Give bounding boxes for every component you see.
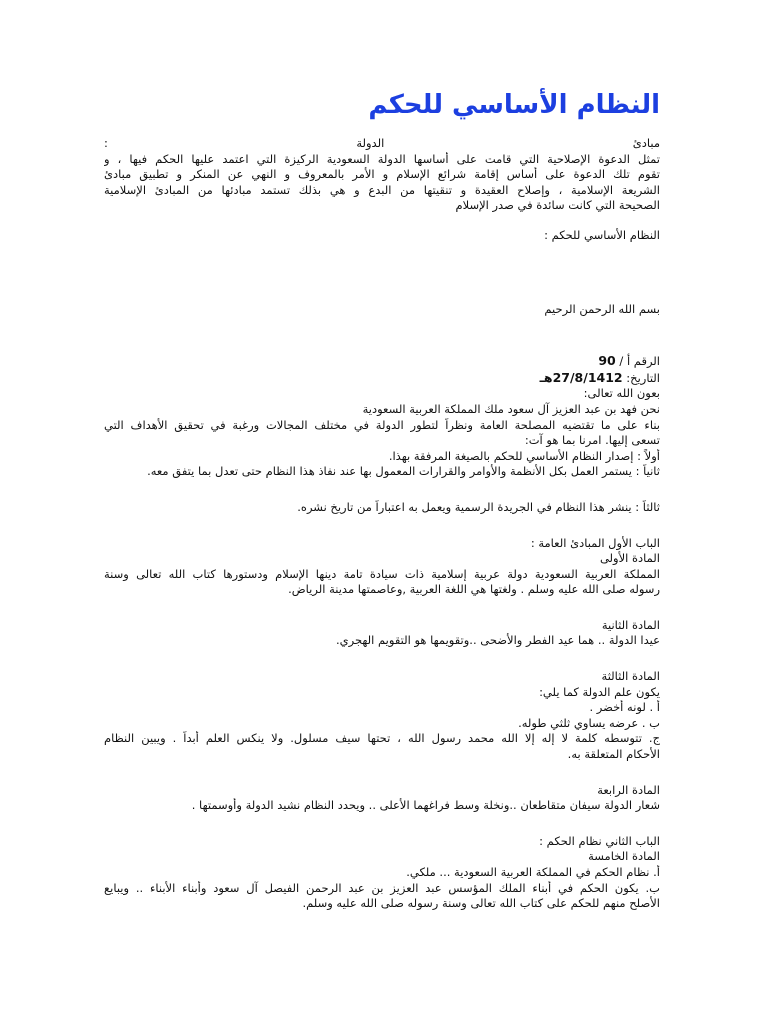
principles-heading: مبادئ الدولة : — [104, 136, 660, 150]
article-one-line: رسوله صلى الله عليه وسلم . ولغتها هي اللغة العربية ,وعاصمتها مدينة الرياض. — [288, 582, 660, 597]
principles-line: الصحيحة التي كانت سائدة في صدر الإسلام — [455, 198, 660, 213]
decree-date — [104, 370, 660, 387]
article-three — [104, 669, 660, 763]
article-five-heading: المادة الخامسة — [588, 849, 660, 864]
principles-line: تمثل الدعوة الإصلاحية التي قامت على أساسها الدولة السعودية الركيزة التي اعتمد عليها الحكم فيها ، و — [104, 151, 660, 166]
basmala-block — [104, 302, 660, 318]
article-three-intro: يكون علم الدولة كما يلي: — [539, 684, 660, 699]
decree-king: نحن فهد بن عبد العزيز آل سعود ملك المملكة العربية السعودية — [362, 401, 660, 416]
article-three-item: ب . عرضه يساوي ثلثي طوله. — [518, 715, 660, 730]
article-five-item: أ. نظام الحكم في المملكة العربية السعودية ... ملكي. — [406, 865, 660, 879]
article-two-text: عيدا الدولة .. هما عيد الفطر والأضحى ..وتقويمها هو التقويم الهجري. — [335, 633, 660, 648]
decree-date-value: 27/8/1412 — [552, 369, 623, 385]
decree-date-suffix: هـ — [539, 369, 553, 385]
article-three-item: ج. تتوسطه كلمة لا إله إلا الله محمد رسول الله ، تحتها سيف مسلول. ولا ينكس العلم أبداً . ويبين النظام — [104, 731, 660, 746]
article-four-text: شعار الدولة سيفان متقاطعان ..ونخلة وسط فراغهما الأعلى .. ويحدد النظام نشيد الدولة وأوسمتها . — [191, 798, 660, 813]
article-one-line: المملكة العربية السعودية دولة عربية إسلامية ذات سيادة تامة دينها الإسلام ودستورها كتاب الله تعالى وسنة — [104, 566, 660, 581]
decree-preamble-line: بناء على ما تقتضيه المصلحة العامة ونظراً لتطور الدولة في مختلف المجالات ورغبة في تحقيق الأهداف التي — [104, 417, 660, 432]
decree-section — [104, 353, 660, 480]
principles-line: الشريعة الإسلامية ، وإصلاح العقيدة و تنقيتها من البدع و هي بذلك تستمد مبادئها من المبادئ الإسلامية — [104, 182, 660, 197]
article-four-heading: المادة الرابعة — [597, 782, 660, 797]
article-two-heading: المادة الثانية — [601, 617, 660, 632]
document-title: النظام الأساسي للحكم — [368, 90, 660, 120]
decree-number-label: الرقم أ / — [619, 354, 660, 369]
article-three-item: الأحكام المتعلقة به. — [567, 747, 660, 762]
basmala: بسم الله الرحمن الرحيم — [544, 301, 660, 316]
article-three-item: أ . لونه أخضر . — [589, 700, 660, 715]
decree-date-label: التاريخ: — [626, 370, 660, 385]
article-one-heading: المادة الأولى — [599, 551, 660, 566]
decree-number-value: 90 — [598, 353, 616, 369]
chapter-one — [104, 536, 660, 598]
chapter-two — [104, 834, 660, 912]
chapter-two-heading: الباب الثاني نظام الحكم : — [539, 833, 660, 848]
decree-second: ثانياً : يستمر العمل بكل الأنظمة والأوامر والقرارات المعمول بها عند نفاذ هذا النظام حتى تعدل بما يتفق معه. — [147, 464, 660, 479]
basic-law-label: النظام الأساسي للحكم : — [544, 227, 660, 242]
article-two — [104, 618, 660, 649]
principles-line: تقوم تلك الدعوة على أساس إقامة شرائع الإسلام و الأمر بالمعروف و النهي عن المنكر و تطبيق مبادئ — [104, 167, 660, 182]
decree-first: أولاً : إصدار النظام الأساسي للحكم بالصيغة المرفقة بهذا. — [388, 448, 660, 463]
decree-preamble-line: تسعى إليها. امرنا بما هو آت: — [524, 433, 660, 448]
article-four — [104, 783, 660, 814]
basic-law-label-block — [104, 228, 660, 244]
article-five-item: ب. يكون الحكم في أبناء الملك المؤسس عبد العزيز بن عبد الرحمن الفيصل آل سعود وأبناء الأبناء .. ويبايع — [104, 880, 660, 895]
decree-number — [104, 353, 660, 370]
article-five-item: الأصلح منهم للحكم على كتاب الله تعالى وسنة رسوله صلى الله عليه وسلم. — [302, 896, 660, 911]
article-three-heading: المادة الثالثة — [601, 669, 660, 684]
decree-third: ثالثاً : ينشر هذا النظام في الجريدة الرسمية ويعمل به اعتباراً من تاريخ نشره. — [297, 499, 660, 514]
decree-third-block — [104, 500, 660, 516]
decree-invocation: بعون الله تعالى: — [583, 386, 660, 401]
principles-section — [104, 136, 660, 214]
chapter-one-heading: الباب الأول المبادئ العامة : — [530, 535, 660, 550]
